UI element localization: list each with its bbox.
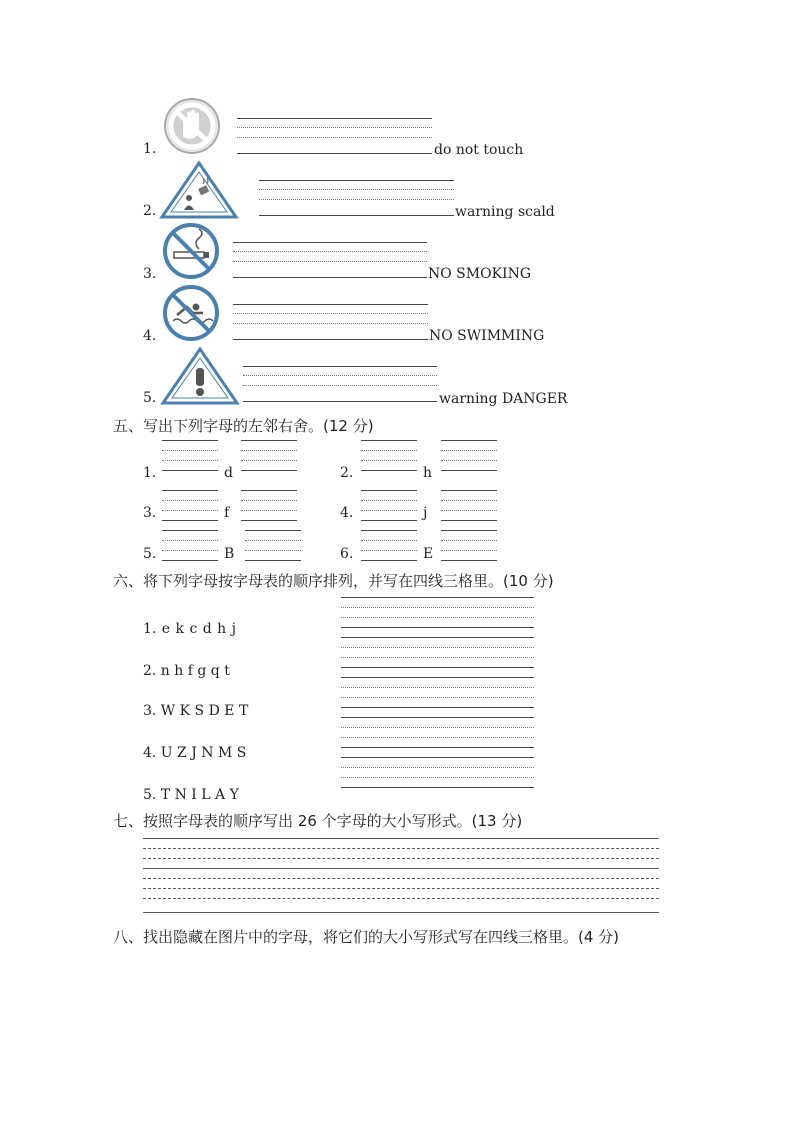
writing-grid[interactable] — [341, 637, 534, 667]
sequence-item: 5. T N I L A Y — [143, 787, 239, 803]
sign-2-label: warning scald — [455, 204, 555, 220]
left-neighbor-grid[interactable] — [162, 530, 218, 560]
sequence-item: 2. n h f g q t — [143, 663, 230, 679]
writing-grid[interactable] — [237, 118, 432, 148]
item-number: 4. — [340, 505, 354, 521]
given-letter: d — [224, 465, 233, 481]
sign-1-label: do not touch — [434, 142, 524, 158]
danger-warning-icon — [160, 346, 240, 406]
writing-grid[interactable] — [233, 304, 428, 334]
sequence-item: 1. e k c d h j — [143, 621, 236, 637]
left-neighbor-grid[interactable] — [162, 490, 218, 520]
sign-4-number: 4. — [143, 328, 157, 344]
item-number: 2. — [340, 465, 354, 481]
given-letter: B — [224, 546, 235, 562]
section-7-title: 七、按照字母表的顺序写出 26 个字母的大小写形式。(13 分) — [113, 812, 523, 830]
writing-grid[interactable] — [341, 677, 534, 707]
left-neighbor-grid[interactable] — [361, 530, 417, 560]
sign-4-label: NO SWIMMING — [429, 328, 545, 344]
writing-grid[interactable] — [233, 242, 427, 272]
right-neighbor-grid[interactable] — [241, 490, 297, 520]
sequence-item: 4. U Z J N M S — [143, 745, 247, 761]
right-neighbor-grid[interactable] — [241, 440, 297, 470]
writing-grid[interactable] — [341, 717, 534, 747]
scald-warning-icon — [159, 160, 239, 220]
right-neighbor-grid[interactable] — [441, 490, 497, 520]
sign-3-number: 3. — [143, 266, 157, 282]
sign-3-label: NO SMOKING — [428, 266, 532, 282]
writing-grid[interactable] — [243, 366, 437, 396]
left-neighbor-grid[interactable] — [162, 440, 218, 470]
right-neighbor-grid[interactable] — [245, 530, 301, 560]
left-neighbor-grid[interactable] — [361, 440, 417, 470]
given-letter: h — [423, 465, 433, 481]
no-swimming-icon — [163, 285, 219, 341]
section-5-title: 五、写出下列字母的左邻右舍。(12 分) — [113, 417, 374, 435]
right-neighbor-grid[interactable] — [441, 440, 497, 470]
item-number: 1. — [143, 465, 157, 481]
left-neighbor-grid[interactable] — [361, 490, 417, 520]
item-number: 6. — [340, 546, 354, 562]
section-6-title: 六、将下列字母按字母表的顺序排列，并写在四线三格里。(10 分) — [113, 572, 554, 590]
writing-grid[interactable] — [259, 180, 454, 210]
given-letter: j — [423, 505, 428, 521]
section-8-title: 八、找出隐藏在图片中的字母，将它们的大小写形式写在四线三格里。(4 分) — [113, 928, 620, 946]
sign-5-number: 5. — [143, 390, 157, 406]
sign-5-label: warning DANGER — [439, 391, 568, 407]
no-smoking-icon — [163, 223, 219, 279]
writing-grid[interactable] — [341, 597, 534, 627]
item-number: 5. — [143, 546, 157, 562]
writing-grid[interactable] — [341, 757, 534, 787]
sign-2-number: 2. — [143, 203, 157, 219]
item-number: 3. — [143, 505, 157, 521]
given-letter: E — [423, 546, 434, 562]
right-neighbor-grid[interactable] — [441, 530, 497, 560]
sign-1-number: 1. — [143, 141, 157, 157]
given-letter: f — [224, 505, 230, 521]
sequence-item: 3. W K S D E T — [143, 703, 249, 719]
no-touch-icon — [163, 97, 221, 155]
